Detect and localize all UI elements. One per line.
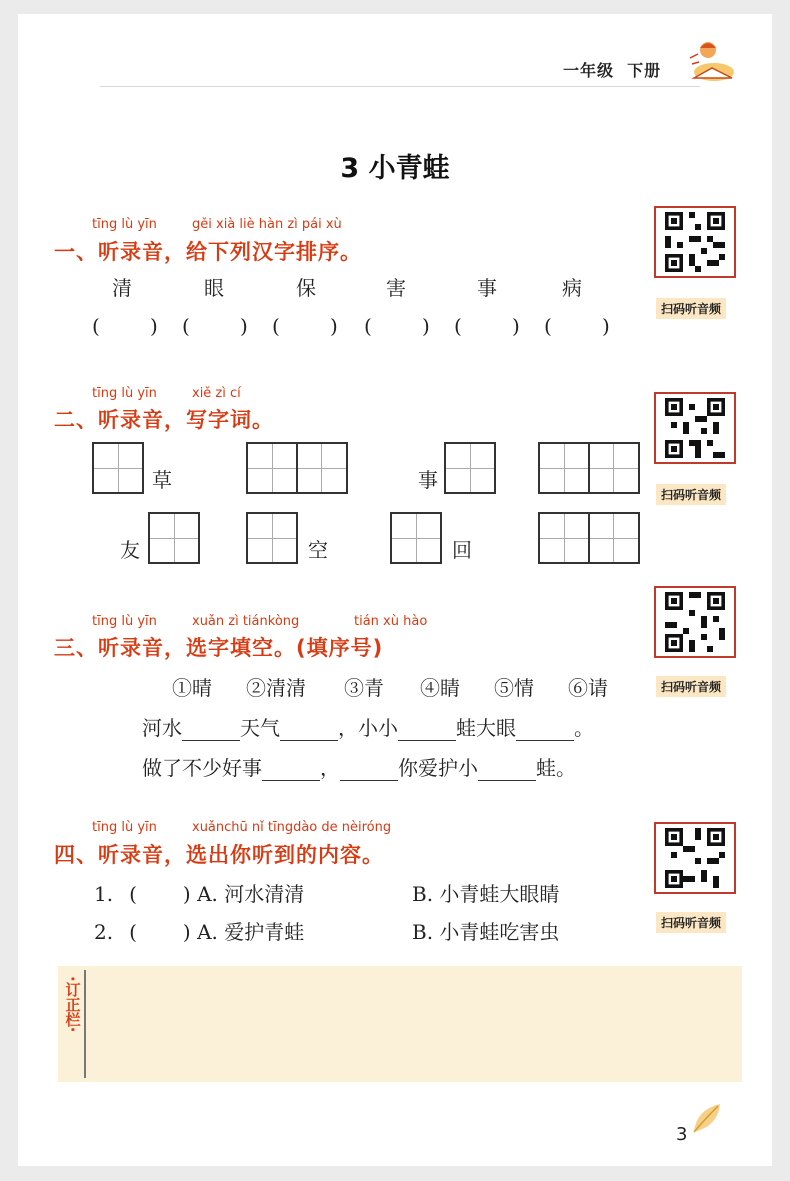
correction-label-text: ·订正栏· [63,976,82,1033]
qr-label-1: 扫码听音频 [656,298,726,319]
s4-pinyin-2: xuǎnchū nǐ tīngdào de nèiróng [192,820,392,835]
s1-paren-open: ( [544,314,552,338]
s3-option: ①晴 [172,676,212,700]
s1-paren-close: ) [330,314,338,338]
s1-char: 事 [477,276,497,300]
s3-option: ⑤情 [494,676,534,700]
qr-code-3[interactable] [654,586,736,658]
header-divider [100,86,700,87]
page-number: 3 [676,1124,688,1145]
reading-kid-icon [686,38,740,90]
s1-paren-open: ( [182,314,190,338]
s4-item-1: 1. ( ) A. 河水清清 [94,882,305,906]
qr-code-icon [665,398,725,458]
fill-blank[interactable] [182,718,240,741]
lesson-title: 3 小青蛙 [340,153,450,184]
qr-code-icon [665,592,725,652]
qr-label-2: 扫码听音频 [656,484,726,505]
s3-pinyin-2: xuǎn zì tiánkòng [192,614,300,629]
s2-heading: 二、听录音，写字词。 [54,408,274,432]
s1-pinyin-1: tīng lù yīn [92,217,157,232]
s1-char: 害 [386,276,406,300]
qr-code-1[interactable] [654,206,736,278]
correction-label [62,976,82,1032]
s2-char-you: 友 [120,538,140,562]
s3-heading: 三、听录音，选字填空。(填序号) [54,636,384,660]
writing-grid-7[interactable] [390,512,442,564]
s2-char-cao: 草 [152,468,172,492]
writing-grid-3[interactable] [444,442,496,494]
writing-grid-8[interactable] [538,512,640,564]
s1-paren-close: ) [150,314,158,338]
s3-option: ⑥请 [568,676,608,700]
s4-item-2: 2. ( ) A. 爱护青蛙 [94,920,305,944]
fill-blank[interactable] [478,758,536,781]
s4-heading: 四、听录音，选出你听到的内容。 [54,843,384,867]
s1-char: 病 [562,276,582,300]
fill-blank[interactable] [516,718,574,741]
s2-char-shi: 事 [418,468,438,492]
qr-code-2[interactable] [654,392,736,464]
writing-grid-4[interactable] [538,442,640,494]
s1-char: 保 [296,276,316,300]
s3-pinyin-1: tīng lù yīn [92,614,157,629]
s1-pinyin-2: gěi xià liè hàn zì pái xù [192,217,342,232]
qr-code-4[interactable] [654,822,736,894]
s3-pinyin-3: tián xù hào [354,614,428,629]
s1-paren-open: ( [92,314,100,338]
writing-grid-2[interactable] [246,442,348,494]
fill-blank[interactable] [340,758,398,781]
s1-paren-open: ( [272,314,280,338]
leaf-icon [690,1100,726,1140]
s3-sentence-2: 做了不少好事 ， 你爱护小 蛙。 [142,756,576,780]
qr-label-3: 扫码听音频 [656,676,726,697]
s1-paren-close: ) [422,314,430,338]
fill-blank[interactable] [398,718,456,741]
writing-grid-6[interactable] [246,512,298,564]
s2-pinyin-2: xiě zì cí [192,386,241,401]
s4-option-b: B. 小青蛙大眼睛 [412,882,560,906]
s1-char: 清 [112,276,132,300]
correction-divider [84,970,86,1078]
s4-option-a: A. 爱护青蛙 [197,920,305,944]
s1-heading: 一、听录音，给下列汉字排序。 [54,240,362,264]
s4-pinyin-1: tīng lù yīn [92,820,157,835]
writing-grid-5[interactable] [148,512,200,564]
s3-option: ②清清 [246,676,306,700]
s4-option-a: A. 河水清清 [197,882,305,906]
s1-paren-open: ( [364,314,372,338]
qr-code-icon [665,828,725,888]
s4-option-b: B. 小青蛙吃害虫 [412,920,560,944]
qr-label-4: 扫码听音频 [656,912,726,933]
s1-paren-close: ) [240,314,248,338]
s1-char: 眼 [204,276,224,300]
s2-char-kong: 空 [308,538,328,562]
s1-paren-open: ( [454,314,462,338]
s3-option: ④睛 [420,676,460,700]
qr-code-icon [665,212,725,272]
s3-option: ③青 [344,676,384,700]
fill-blank[interactable] [262,758,320,781]
fill-blank[interactable] [280,718,338,741]
writing-grid-1[interactable] [92,442,144,494]
s2-char-hui: 回 [452,538,472,562]
volume-text: 下册 [627,61,662,80]
s1-paren-close: ) [602,314,610,338]
header-grade [563,58,661,81]
s2-pinyin-1: tīng lù yīn [92,386,157,401]
s3-sentence-1: 河水 天气 ，小小 蛙大眼 。 [142,716,594,740]
s1-paren-close: ) [512,314,520,338]
grade-text: 一年级 [563,61,615,80]
correction-area[interactable] [58,966,742,1082]
